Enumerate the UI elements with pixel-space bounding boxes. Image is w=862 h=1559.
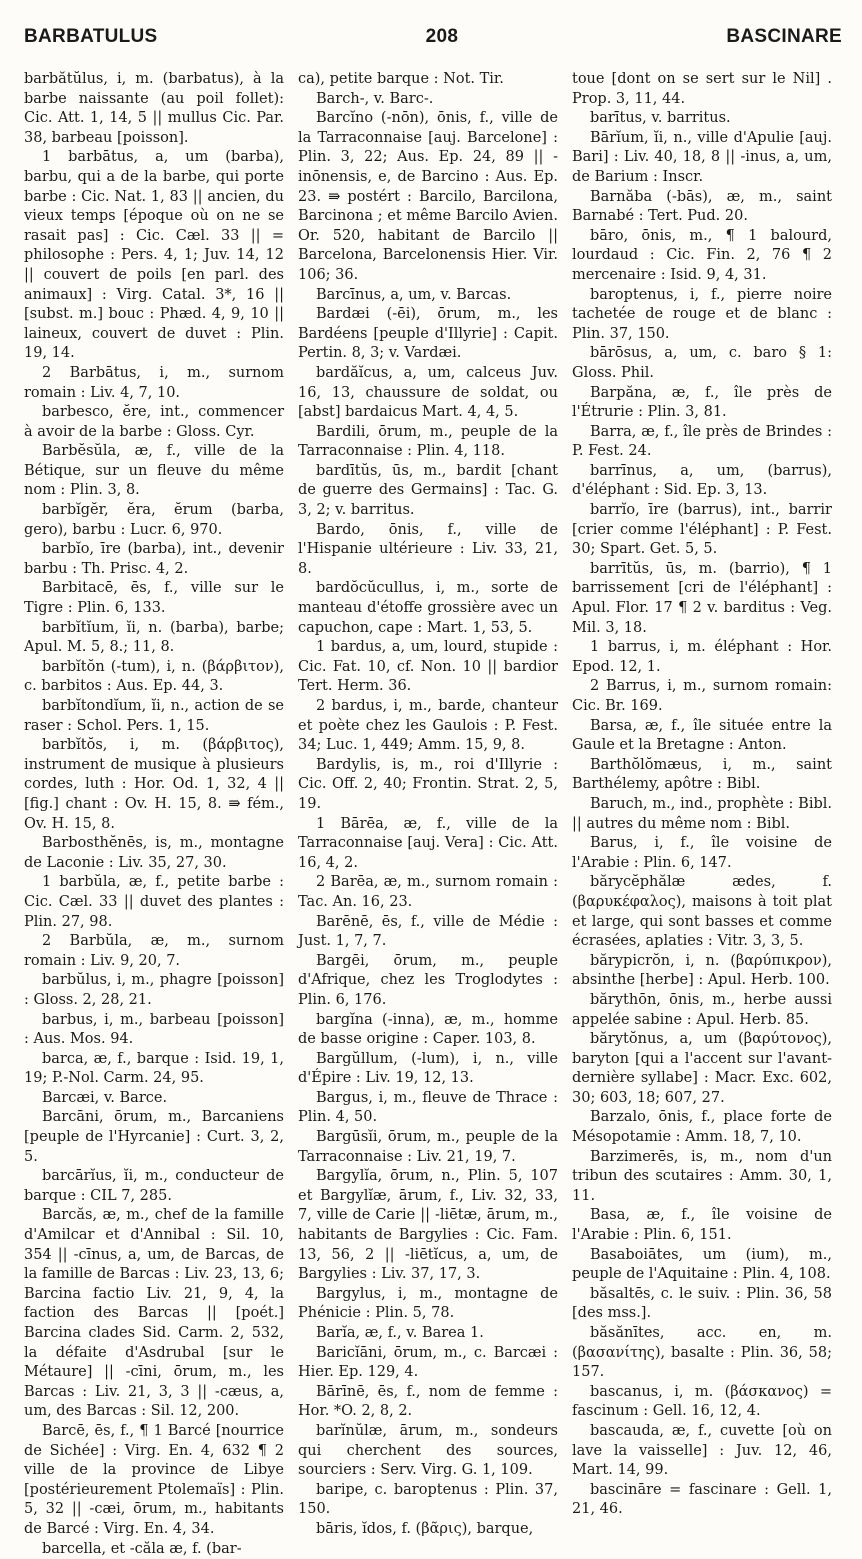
column-3 (572, 70, 832, 1518)
dictionary-entry: Bargus, i, m., fleuve de Thrace : Plin. 4, 50. (298, 1089, 558, 1126)
dictionary-entry: barrĭo, īre (barrus), int., barrir [crier comme l'éléphant] : P. Fest. 30; Spart. Get. 5, 5. (572, 502, 832, 558)
dictionary-entry: 1 bardus, a, um, lourd, stupide : Cic. Fat. 10, cf. Non. 10 || bardior Tert. Herm. 36. (298, 639, 558, 695)
dictionary-entry: barbesco, ĕre, int., commencer à avoir de la barbe : Gloss. Cyr. (24, 404, 284, 440)
dictionary-entry: ca), petite barque : Not. Tir. (298, 71, 504, 87)
dictionary-entry: barbătŭlus, i, m. (barbatus), à la barbe naissante (au poil follet): Cic. Att. 1, 14, 5 || mullus Cic. Par. 38, barbeau [poisson]. (24, 71, 284, 146)
dictionary-entry: bascināre = fascinare : Gell. 1, 21, 46. (572, 1481, 832, 1518)
dictionary-entry: barbĭtŏn (-tum), i, n. (βάρβιτον), c. barbitos : Aus. Ep. 44, 3. (24, 658, 284, 695)
dictionary-entry: 1 barrus, i, m. éléphant : Hor. Epod. 12, 1. (572, 639, 832, 675)
dictionary-entry: bărypicrŏn, i, n. (βαρύπικρον), absinthe [herbe] : Apul. Herb. 100. (572, 952, 832, 989)
dictionary-entry: Barcĭno (-nōn), ōnis, f., ville de la Tarraconnaise [auj. Barcelone] : Plin. 3, 22; Aus. Ep. 24, 89 || -inōnensis, e, de Barcino : Aus. Ep. 23. ⇛ postért : Barcilo, Barcilona, Barcinona ; et même Barcilo Avien. Or. 520, habitant de Barcilo || Barcelona, Barcelonensis Hier. Vir. 106; 36. (298, 110, 558, 283)
dictionary-entry: bāro, ōnis, m., ¶ 1 balourd, lourdaud : Cic. Fin. 2, 76 ¶ 2 mercenaire : Isid. 9, 4, 31. (572, 227, 832, 283)
dictionary-entry: Bargēi, ōrum, m., peuple d'Afrique, chez les Troglodytes : Plin. 6, 176. (298, 952, 558, 1008)
dictionary-entry: Baricĭāni, ōrum, m., c. Barcæi : Hier. Ep. 129, 4. (298, 1344, 558, 1381)
dictionary-entry: Barēnē, ēs, f., ville de Médie : Just. 1, 7, 7. (298, 913, 558, 950)
dictionary-entry: Bārĭum, ĭi, n., ville d'Apulie [auj. Bari] : Liv. 40, 18, 8 || -inus, a, um, de Barium : Inscr. (572, 129, 832, 185)
dictionary-entry: bārōsus, a, um, c. baro § 1: Gloss. Phil. (572, 345, 832, 381)
dictionary-entry: bascanus, i, m. (βάσκανος) = fascinum : Gell. 16, 12, 4. (572, 1383, 832, 1420)
dictionary-entry: Bargūsĭi, ōrum, m., peuple de la Tarraconnaise : Liv. 21, 19, 7. (298, 1129, 558, 1165)
dictionary-entry: barbĭtondĭum, ĭi, n., action de se raser : Schol. Pers. 1, 15. (24, 698, 284, 734)
dictionary-entry: baripe, c. baroptenus : Plin. 37, 150. (298, 1481, 558, 1518)
dictionary-entry: bărycĕphălæ ædes, f. (βαρυκέφαλος), maisons à toit plat et large, qui sont basses et comme écrasées, aplaties : Vitr. 3, 3, 5. (572, 874, 832, 950)
dictionary-entry: barītus, v. barritus. (590, 110, 731, 127)
dictionary-entry: Barbĕsŭla, æ, f., ville de la Bétique, sur un fleuve du même nom : Plin. 3, 8. (24, 443, 284, 499)
column-2 (298, 70, 558, 1537)
dictionary-entry: bargĭna (-inna), æ, m., homme de basse origine : Caper. 103, 8. (298, 1011, 558, 1048)
dictionary-entry: băsaltēs, c. le suiv. : Plin. 36, 58 [des mss.]. (572, 1285, 832, 1322)
dictionary-entry: Bargŭllum, (-lum), i, n., ville d'Épire : Liv. 19, 12, 13. (298, 1050, 558, 1087)
dictionary-entry: Barbitacē, ēs, f., ville sur le Tigre : Plin. 6, 133. (24, 580, 284, 617)
dictionary-entry: Bargylus, i, m., montagne de Phénicie : Plin. 5, 78. (298, 1285, 558, 1322)
dictionary-entry: Bardili, ōrum, m., peuple de la Tarraconnaise : Plin. 4, 118. (298, 423, 558, 460)
dictionary-entry: Barcāni, ōrum, m., Barcaniens [peuple de l'Hyrcanie] : Curt. 3, 2, 5. (24, 1109, 284, 1165)
dictionary-entry: bascauda, æ, f., cuvette [où on lave la vaisselle] : Juv. 12, 46, Mart. 14, 99. (572, 1422, 832, 1479)
dictionary-entry: barbĭgĕr, ĕra, ĕrum (barba, gero), barbu : Lucr. 6, 970. (24, 502, 284, 538)
dictionary-entry: Barcē, ēs, f., ¶ 1 Barcé [nourrice de Sichée] : Virg. En. 4, 632 ¶ 2 ville de la province de Libye [postérieurement Ptolemaïs] : Plin. 5, 32 || -cæi, ōrum, m., habitants de Barcé : Virg. En. 4, 34. (24, 1422, 284, 1537)
running-head-left: BARBATULUS (24, 26, 158, 47)
dictionary-entry: bărytŏnus, a, um (βαρύτονος), baryton [qui a l'accent sur l'avant-dernière syllabe] : Macr. Exc. 602, 30; 603, 18; 607, 27. (572, 1031, 832, 1106)
dictionary-entry: Barcæi, v. Barce. (42, 1089, 168, 1106)
dictionary-entry: bărythōn, ōnis, m., herbe aussi appelée sabine : Apul. Herb. 85. (572, 991, 832, 1028)
dictionary-entry: bardītŭs, ūs, m., bardit [chant de guerre des Germains] : Tac. G. 3, 2; v. barritus. (298, 462, 558, 519)
dictionary-entry: 2 bardus, i, m., barde, chanteur et poète chez les Gaulois : P. Fest. 34; Luc. 1, 449; Amm. 15, 9, 8. (298, 698, 558, 754)
dictionary-entry: Barzalo, ōnis, f., place forte de Mésopotamie : Amm. 18, 7, 10. (572, 1109, 832, 1146)
dictionary-entry: 2 Barēa, æ, m., surnom romain : Tac. An. 16, 23. (298, 874, 558, 910)
dictionary-entry: Bargylĭa, ōrum, n., Plin. 5, 107 et Bargylĭæ, ārum, f., Liv. 32, 33, 7, ville de Carie || -liētæ, ārum, m., habitants de Bargylies : Cic. Fam. 13, 56, 2 || -liētĭcus, a, um, de Bargylies : Liv. 37, 17, 3. (298, 1168, 558, 1283)
dictionary-entry: 2 Barbātus, i, m., surnom romain : Liv. 4, 7, 10. (24, 364, 284, 401)
dictionary-entry: Bārīnē, ēs, f., nom de femme : Hor. *O. 2, 8, 2. (298, 1383, 558, 1420)
dictionary-entry: Barĭa, æ, f., v. Barea 1. (316, 1325, 484, 1341)
dictionary-entry: Barbosthĕnēs, is, m., montagne de Laconie : Liv. 35, 27, 30. (24, 835, 284, 871)
dictionary-entry: barbĭtŏs, i, m. (βάρβιτος), instrument de musique à plusieurs cordes, luth : Hor. Od. 1, 32, 4 || [fig.] chant : Ov. H. 15, 8. ⇛ fém., Ov. H. 15, 8. (24, 737, 284, 832)
page-header (24, 26, 842, 70)
dictionary-entry: barcārĭus, ĭi, m., conducteur de barque : CIL 7, 285. (24, 1168, 284, 1204)
page-number: 208 (425, 26, 459, 47)
dictionary-entry: Barnăba (-bās), æ, m., saint Barnabé : Tert. Pud. 20. (572, 188, 832, 225)
dictionary-entry: Barch-, v. Barc-. (316, 90, 434, 107)
dictionary-entry: barca, æ, f., barque : Isid. 19, 1, 19; P.-Nol. Carm. 24, 95. (24, 1050, 284, 1087)
dictionary-entry: 2 Barbŭla, æ, m., surnom romain : Liv. 9, 20, 7. (24, 933, 284, 969)
dictionary-entry: Barzimerēs, is, m., nom d'un tribun des scutaires : Amm. 30, 1, 11. (572, 1148, 832, 1204)
dictionary-entry: Barsa, æ, f., île située entre la Gaule et la Bretagne : Anton. (572, 717, 832, 754)
dictionary-entry: barbŭlus, i, m., phagre [poisson] : Gloss. 2, 28, 21. (24, 972, 284, 1008)
dictionary-entry: Bardæi (-ēi), ōrum, m., les Bardéens [peuple d'Illyrie] : Capit. Pertin. 8, 3; v. Vardæi. (298, 306, 558, 362)
dictionary-entry: băsănītes, acc. en, m. (βασανίτης), basalte : Plin. 36, 58; 157. (572, 1325, 832, 1381)
dictionary-entry: Basaboiātes, um (ium), m., peuple de l'Aquitaine : Plin. 4, 108. (572, 1246, 832, 1283)
dictionary-entry: Bardo, ōnis, f., ville de l'Hispanie ultérieure : Liv. 33, 21, 8. (298, 521, 558, 577)
dictionary-entry: bāris, ĭdos, f. (βᾶρις), barque, (316, 1520, 534, 1537)
dictionary-entry: bardŏcŭcullus, i, m., sorte de manteau d'étoffe grossière avec un capuchon, cape : Mart. 1, 53, 5. (298, 580, 558, 636)
dictionary-entry: bardăĭcus, a, um, calceus Juv. 16, 13, chaussure de soldat, ou [abst] bardaicus Mart. 4, 4, 5. (298, 364, 558, 421)
dictionary-entry: Barpăna, æ, f., île près de l'Étrurie : Plin. 3, 81. (572, 384, 832, 421)
dictionary-entry: 1 barbŭla, æ, f., petite barbe : Cic. Cæl. 33 || duvet des plantes : Plin. 27, 98. (24, 874, 284, 930)
dictionary-entry: Baruch, m., ind., prophète : Bibl. || autres du même nom : Bibl. (572, 795, 832, 832)
dictionary-entry: Barcīnus, a, um, v. Barcas. (316, 286, 512, 303)
dictionary-entry: 1 Bārēa, æ, f., ville de la Tarraconnaise [auj. Vera] : Cic. Att. 16, 4, 2. (298, 815, 558, 871)
dictionary-entry: barrītŭs, ūs, m. (barrio), ¶ 1 barrissement [cri de l'éléphant] : Apul. Flor. 17 ¶ 2 v. barditus : Veg. Mil. 3, 18. (572, 560, 832, 636)
dictionary-entry: Barus, i, f., île voisine de l'Arabie : Plin. 6, 147. (572, 835, 832, 871)
dictionary-entry: toue [dont on se sert sur le Nil] . Prop. 3, 11, 44. (572, 71, 832, 107)
dictionary-entry: Bardylis, is, m., roi d'Illyrie : Cic. Off. 2, 40; Frontin. Strat. 2, 5, 19. (298, 756, 558, 812)
running-head-right: BASCINARE (726, 26, 842, 47)
columns (24, 70, 842, 1557)
dictionary-entry: barcella, et -căla æ, f. (bar- (42, 1540, 242, 1557)
column-1 (24, 70, 284, 1557)
dictionary-entry: Basa, æ, f., île voisine de l'Arabie : Plin. 6, 151. (572, 1207, 832, 1244)
dictionary-entry: baroptenus, i, f., pierre noire tachetée de rouge et de blanc : Plin. 37, 150. (572, 286, 832, 342)
dictionary-entry: Barthŏlŏmæus, i, m., saint Barthélemy, apôtre : Bibl. (572, 756, 832, 793)
dictionary-entry: 2 Barrus, i, m., surnom romain: Cic. Br. 169. (572, 678, 832, 714)
dictionary-entry: barbĭtĭum, ĭi, n. (barba), barbe; Apul. M. 5, 8.; 11, 8. (24, 619, 284, 656)
dictionary-entry: Barcăs, æ, m., chef de la famille d'Amilcar et d'Annibal : Sil. 10, 354 || -cīnus, a, um, de Barcas, de la famille de Barcas : Liv. 23, 13, 6; Barcina factio Liv. 21, 9, 4, la faction des Barcas || [poét.] Barcina clades Sid. Carm. 2, 532, la défaite d'Asdrubal [sur le Métaure] || -cīni, ōrum, m., les Barcas : Liv. 21, 3, 3 || -cæus, a, um, des Barcas : Sil. 12, 200. (24, 1207, 284, 1420)
dictionary-entry: barbus, i, m., barbeau [poisson] : Aus. Mos. 94. (24, 1011, 284, 1048)
dictionary-entry: 1 barbātus, a, um (barba), barbu, qui a de la barbe, qui porte barbe : Cic. Nat. 1, 83 || ancien, du vieux temps [époque où on ne se rasait pas] : Cic. Cæl. 33 || = philosophe : Pers. 4, 1; Juv. 14, 12 || couvert de poils [en parl. des animaux] : Virg. Catal. 3*, 16 || [subst. m.] bouc : Phæd. 4, 9, 10 || laineux, couvert de duvet : Plin. 19, 14. (24, 149, 284, 362)
dictionary-entry: barĭnŭlæ, ārum, m., sondeurs qui cherchent des sources, sourciers : Serv. Virg. G. 1, 109. (298, 1422, 558, 1479)
dictionary-entry: barbĭo, īre (barba), int., devenir barbu : Th. Prisc. 4, 2. (24, 541, 284, 577)
dictionary-entry: Barra, æ, f., île près de Brindes : P. Fest. 24. (572, 423, 832, 460)
dictionary-entry: barrīnus, a, um, (barrus), d'éléphant : Sid. Ep. 3, 13. (572, 462, 832, 499)
